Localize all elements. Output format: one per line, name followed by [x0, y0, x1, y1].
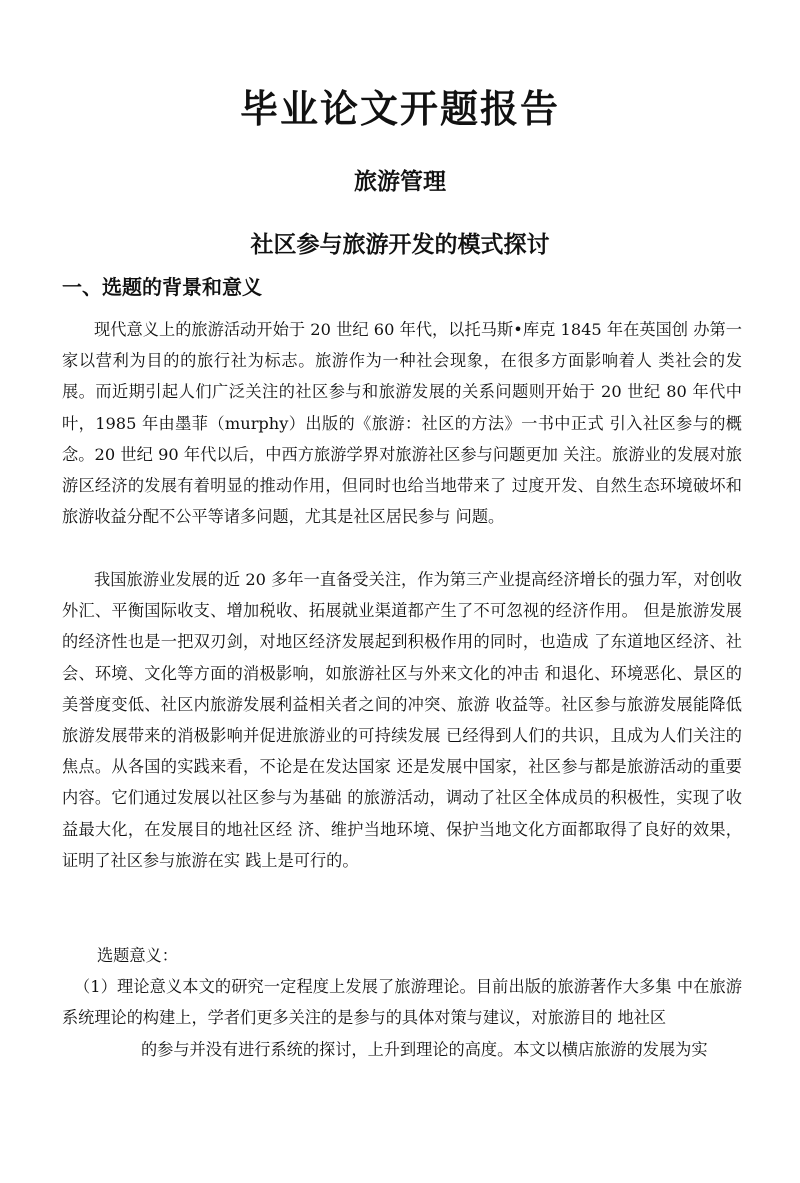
document-title: 毕业论文开题报告 — [239, 87, 560, 131]
section-heading: 一、选题的背景和意义 — [62, 275, 262, 299]
major-name: 旅游管理 — [354, 169, 446, 195]
thesis-topic: 社区参与旅游开发的模式探讨 — [250, 232, 550, 258]
paragraph-development: 我国旅游业发展的近 20 多年一直备受关注，作为第三产业提高经济增长的强力军，对创收外汇、平衡国际收支、增加税收、拓展就业渠道都产生了不可忽视的经济作用。 但是旅游发展的经济性也是一把双刃剑，对地区经济发展起到积极作用的同时，也造成 了东道地区经济、社会、环境、文化等方面的消极影响，如旅游社区与外来文化的冲击 和退化、环境恶化、景区的美誉度变低、社区内旅游发展利益相关者之间的冲突、旅游 收益等。社区参与旅游发展能降低旅游发展带来的消极影响并促进旅游业的可持续发展 已经得到人们的共识，且成为人们关注的焦点。从各国的实践来看，不论是在发达国家 还是发展中国家，社区参与都是旅游活动的重要内容。它们通过发展以社区参与为基础 的旅游活动，调动了社区全体成员的积极性，实现了收益最大化，在发展目的地社区经 济、维护当地环境、保护当地文化方面都取得了良好的效果，证明了社区参与旅游在实 践上是可行的。 — [62, 570, 742, 870]
paragraph-continuation: 的参与并没有进行系统的探讨，上升到理论的高度。本文以横店旅游的发展为实 — [141, 1040, 708, 1059]
paragraph-background: 现代意义上的旅游活动开始于 20 世纪 60 年代，以托马斯•库克 1845 年在英国创 办第一家以营利为目的的旅行社为标志。旅游作为一种社会现象，在很多方面影响着人 类社会的发展。而近期引起人们广泛关注的社区参与和旅游发展的关系问题则开始于 20 世纪 80 年代中叶，1985 年由墨菲（murphy）出版的《旅游：社区的方法》一书中正式 引入社区参与的概念。20 世纪 90 年代以后，中西方旅游学界对旅游社区参与问题更加 关注。旅游业的发展对旅游区经济的发展有着明显的推动作用，但同时也给当地带来了 过度开发、自然生态环境破坏和旅游收益分配不公平等诸多问题，尤其是社区居民参与 问题。 — [62, 320, 742, 527]
paragraph-significance-label: 选题意义： — [97, 946, 178, 965]
paragraph-theory-significance: （1）理论意义本文的研究一定程度上发展了旅游理论。目前出版的旅游著作大多集 中在旅游系统理论的构建上，学者们更多关注的是参与的具体对策与建议，对旅游目的 地社区 — [62, 977, 742, 1028]
